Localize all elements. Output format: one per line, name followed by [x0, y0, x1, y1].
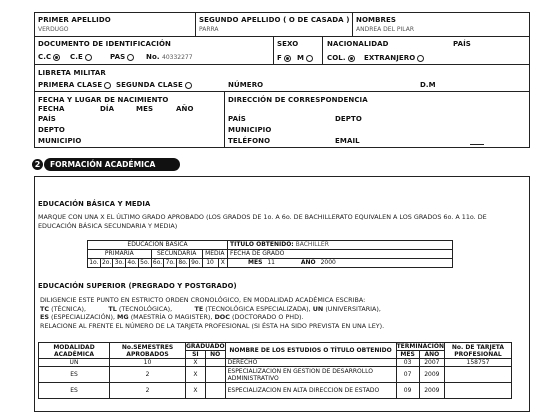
fecha-grado-label: FECHA DE GRADO — [228, 250, 453, 259]
extranjero-radio-icon[interactable] — [417, 55, 424, 62]
superior-table — [38, 342, 512, 399]
primera-clase-label: PRIMERA CLASE — [38, 81, 103, 89]
divider — [34, 64, 530, 65]
superior-line1: DILIGENCIE ESTE PUNTO EN ESTRICTO ORDEN CRONOLÓGICO, EN MODALIDAD ACADÉMICA ESCRIBA: — [40, 296, 366, 304]
pas-radio-icon[interactable] — [127, 54, 134, 61]
cell-anio[interactable]: 2009 — [419, 383, 444, 399]
basica-title: EDUCACIÓN BÁSICA Y MEDIA — [38, 200, 151, 208]
tc-abbr: TC — [40, 304, 50, 313]
col-terminacion: TERMINACIÓN — [396, 343, 444, 350]
cell-semestres[interactable]: 2 — [110, 383, 186, 399]
divider — [352, 12, 353, 36]
nombres-label: NOMBRES — [356, 16, 397, 24]
grade-cell[interactable]: 5o. — [140, 259, 150, 266]
sexo-f-option[interactable] — [277, 54, 291, 62]
cell-modalidad[interactable]: ES — [39, 367, 110, 383]
divider — [195, 12, 196, 36]
nombres-value[interactable]: ANDREA DEL PILAR — [356, 26, 414, 33]
ce-radio-icon[interactable] — [85, 54, 92, 61]
un-abbr: UN — [312, 304, 324, 313]
segunda-clase-radio-icon[interactable] — [185, 82, 192, 89]
cell-mes[interactable]: 09 — [396, 383, 419, 399]
basica-instructions: MARQUE CON UNA X EL ÚLTIMO GRADO APROBADO (LOS GRADOS DE 1o. A 6o. DE BACHILLERATO EQUIVALEN A LOS GRADOS 6o. A 11o. DE EDUCACIÓN BÁSICA SECUNDARIA Y MEDIA) — [38, 213, 487, 230]
sexo-label: SEXO — [277, 40, 299, 48]
cell-anio[interactable]: 2009 — [419, 367, 444, 383]
media-label: MEDIA — [202, 250, 227, 259]
table-row — [39, 367, 512, 383]
doc-abbr: DOC — [214, 313, 230, 321]
col-radio-icon[interactable] — [348, 55, 355, 62]
dia-label: DÍA — [100, 105, 115, 113]
tc-text: (TÉCNICA), — [51, 304, 87, 313]
cell-anio[interactable]: 2007 — [419, 359, 444, 367]
dm-label: D.M — [420, 81, 436, 89]
grade-cell[interactable]: 4o. — [127, 259, 137, 266]
pais-label: PAÍS — [453, 40, 471, 48]
cell-nombre[interactable]: ESPECIALIZACION EN GESTION DE DESARROLLO ADMINISTRATIVO — [225, 367, 396, 383]
direccion-depto-label: DEPTO — [335, 115, 362, 123]
grade-cell[interactable]: 1o. — [89, 259, 99, 266]
primaria-label: PRIMARIA — [88, 250, 152, 259]
table-row — [39, 359, 512, 367]
divider — [273, 36, 274, 64]
ce-label: C.E — [70, 53, 83, 61]
anio-label: AÑO — [176, 105, 194, 113]
f-radio-icon[interactable] — [284, 55, 291, 62]
segundo-apellido-label: SEGUNDO APELLIDO ( O DE CASADA ) — [199, 16, 350, 24]
superior-instructions — [40, 296, 520, 330]
cell-mes[interactable]: 03 — [396, 359, 419, 367]
f-label: F — [277, 54, 282, 62]
telefono-label: TELÉFONO — [228, 137, 271, 145]
cc-option[interactable] — [38, 53, 60, 61]
te-text: (TECNOLÓGICA ESPECIALIZADA), — [205, 304, 311, 313]
cell-no[interactable] — [205, 359, 225, 367]
fecha-mes-value[interactable]: 11 — [267, 259, 275, 266]
pas-option[interactable] — [110, 53, 134, 61]
section-title: FORMACIÓN ACADÉMICA — [50, 160, 156, 169]
col-tarjeta: No. DE TARJETA PROFESIONAL — [445, 343, 512, 359]
cell-modalidad[interactable]: UN — [39, 359, 110, 367]
extranjero-label: EXTRANJERO — [364, 54, 416, 62]
col-mes: MES — [396, 351, 419, 359]
col-modalidad: MODALIDAD ACADÉMICA — [39, 343, 110, 359]
mg-abbr: MG — [117, 313, 129, 321]
superior-line3 — [40, 313, 520, 322]
section-number: 2 — [34, 160, 41, 169]
doc-text: (DOCTORADO O PHD). — [231, 313, 304, 321]
grade-cell[interactable]: 8o. — [178, 259, 188, 266]
direccion-pais-label: PAÍS — [228, 115, 246, 123]
divider — [34, 91, 530, 92]
col-semestres: No.SEMESTRES APROBADOS — [110, 343, 186, 359]
ce-option[interactable] — [70, 53, 92, 61]
col-graduado: GRADUADO — [186, 343, 225, 350]
doc-number-label: No. — [146, 53, 160, 61]
superior-title: EDUCACIÓN SUPERIOR (PREGRADO Y POSTGRADO) — [38, 282, 237, 290]
cell-modalidad[interactable]: ES — [39, 383, 110, 399]
fecha-grado-values — [228, 259, 453, 268]
basica-table — [87, 240, 453, 268]
fecha-anio-label: AÑO — [300, 259, 316, 266]
primer-apellido-value[interactable]: VERDUGO — [38, 26, 69, 33]
te-abbr: TE — [194, 304, 204, 313]
cc-label: C.C — [38, 53, 52, 61]
segundo-apellido-value[interactable]: PARRA — [199, 26, 219, 33]
primera-clase-radio-icon[interactable] — [104, 82, 111, 89]
cell-tarjeta[interactable]: 158757 — [445, 359, 512, 367]
nacimiento-municipio-label: MUNICIPIO — [38, 137, 82, 145]
cell-no[interactable] — [205, 367, 225, 383]
cell-semestres[interactable]: 10 — [110, 359, 186, 367]
segunda-clase-label: SEGUNDA CLASE — [116, 81, 183, 89]
numero-label: NÚMERO — [228, 81, 264, 89]
extranjero-option[interactable] — [364, 54, 424, 62]
grade-cell[interactable]: 3o. — [114, 259, 124, 266]
divider — [322, 36, 323, 64]
col-label: COL. — [327, 54, 346, 62]
personal-data-box — [34, 12, 530, 148]
primera-clase-option[interactable] — [38, 81, 111, 89]
documento-label: DOCUMENTO DE IDENTIFICACIÓN — [38, 40, 172, 48]
grade-cell[interactable]: 7o. — [165, 259, 175, 266]
cell-no[interactable] — [205, 383, 225, 399]
un-text: (UNIVERSITARIA), — [325, 304, 381, 313]
fecha-lugar-label: FECHA Y LUGAR DE NACIMIENTO — [38, 96, 169, 104]
segunda-clase-option[interactable] — [116, 81, 192, 89]
cell-tarjeta[interactable] — [445, 367, 512, 383]
section-title-pill — [44, 158, 180, 171]
grade-cell-selected[interactable]: X — [218, 259, 228, 268]
cell-nombre[interactable]: ESPECIALIZACION EN ALTA DIRECCION DE ESTADO — [225, 383, 396, 399]
titulo-obtenido-cell — [228, 241, 453, 250]
titulo-obtenido-label: TÍTULO OBTENIDO: — [230, 241, 294, 248]
es-text: (ESPECIALIZACIÓN), — [51, 313, 115, 321]
libreta-label: LIBRETA MILITAR — [38, 69, 106, 77]
cell-tarjeta[interactable] — [445, 383, 512, 399]
titulo-obtenido-value[interactable]: BACHILLER — [295, 241, 329, 248]
direccion-label: DIRECCIÓN DE CORRESPONDENCIA — [228, 96, 368, 104]
fecha-mes-label: MES — [248, 259, 263, 266]
divider — [224, 91, 225, 148]
secundaria-label: SECUNDARIA — [151, 250, 202, 259]
basica-table-title: EDUCACION BASICA — [88, 241, 228, 250]
fecha-anio-value[interactable]: 2000 — [320, 259, 336, 266]
nacimiento-pais-label: PAÍS — [38, 115, 56, 123]
nacionalidad-label: NACIONALIDAD — [327, 40, 389, 48]
cell-si[interactable]: X — [186, 367, 206, 383]
primer-apellido-label: PRIMER APELLIDO — [38, 16, 111, 24]
direccion-municipio-label: MUNICIPIO — [228, 126, 272, 134]
superior-line2 — [40, 305, 520, 314]
m-label: M — [297, 54, 305, 62]
cell-semestres[interactable]: 2 — [110, 367, 186, 383]
col-option[interactable] — [327, 54, 355, 62]
cell-si[interactable]: X — [186, 383, 206, 399]
sexo-m-option[interactable] — [297, 54, 313, 62]
col-si: SI — [186, 351, 206, 359]
col-no: NO — [205, 351, 225, 359]
divider — [34, 36, 530, 37]
grade-cell[interactable]: 10 — [202, 259, 218, 268]
doc-number-value[interactable]: 40332277 — [162, 54, 193, 61]
mg-text: (MAESTRÍA O MAGISTER), — [130, 313, 213, 321]
grade-cell[interactable]: 9o. — [191, 259, 201, 266]
cell-si[interactable]: X — [186, 359, 206, 367]
mes-label: MES — [136, 105, 154, 113]
email-label: EMAIL — [335, 137, 360, 145]
tl-abbr: TL — [108, 304, 117, 313]
superior-line4: RELACIONE AL FRENTE EL NÚMERO DE LA TARJETA PROFESIONAL (SI ÉSTA HA SIDO PREVISTA EN UNA LEY). — [40, 321, 385, 330]
m-radio-icon[interactable] — [306, 55, 313, 62]
grade-cell[interactable]: 6o. — [152, 259, 163, 266]
nacimiento-depto-label: DEPTO — [38, 126, 65, 134]
table-row — [39, 383, 512, 399]
cell-nombre[interactable]: DERECHO — [225, 359, 396, 367]
col-nombre: NOMBRE DE LOS ESTUDIOS O TÍTULO OBTENIDO — [225, 343, 396, 359]
grade-cell[interactable]: 2o. — [101, 259, 112, 266]
tl-text: (TECNOLÓGICA), — [118, 304, 173, 313]
section-number-badge — [32, 159, 43, 170]
es-abbr: ES — [40, 313, 49, 321]
pas-label: PAS — [110, 53, 126, 61]
fecha-label: FECHA — [38, 105, 65, 113]
cell-mes[interactable]: 07 — [396, 367, 419, 383]
email-underline — [470, 144, 484, 145]
cc-radio-icon[interactable] — [53, 54, 60, 61]
col-anio: AÑO — [419, 351, 444, 359]
